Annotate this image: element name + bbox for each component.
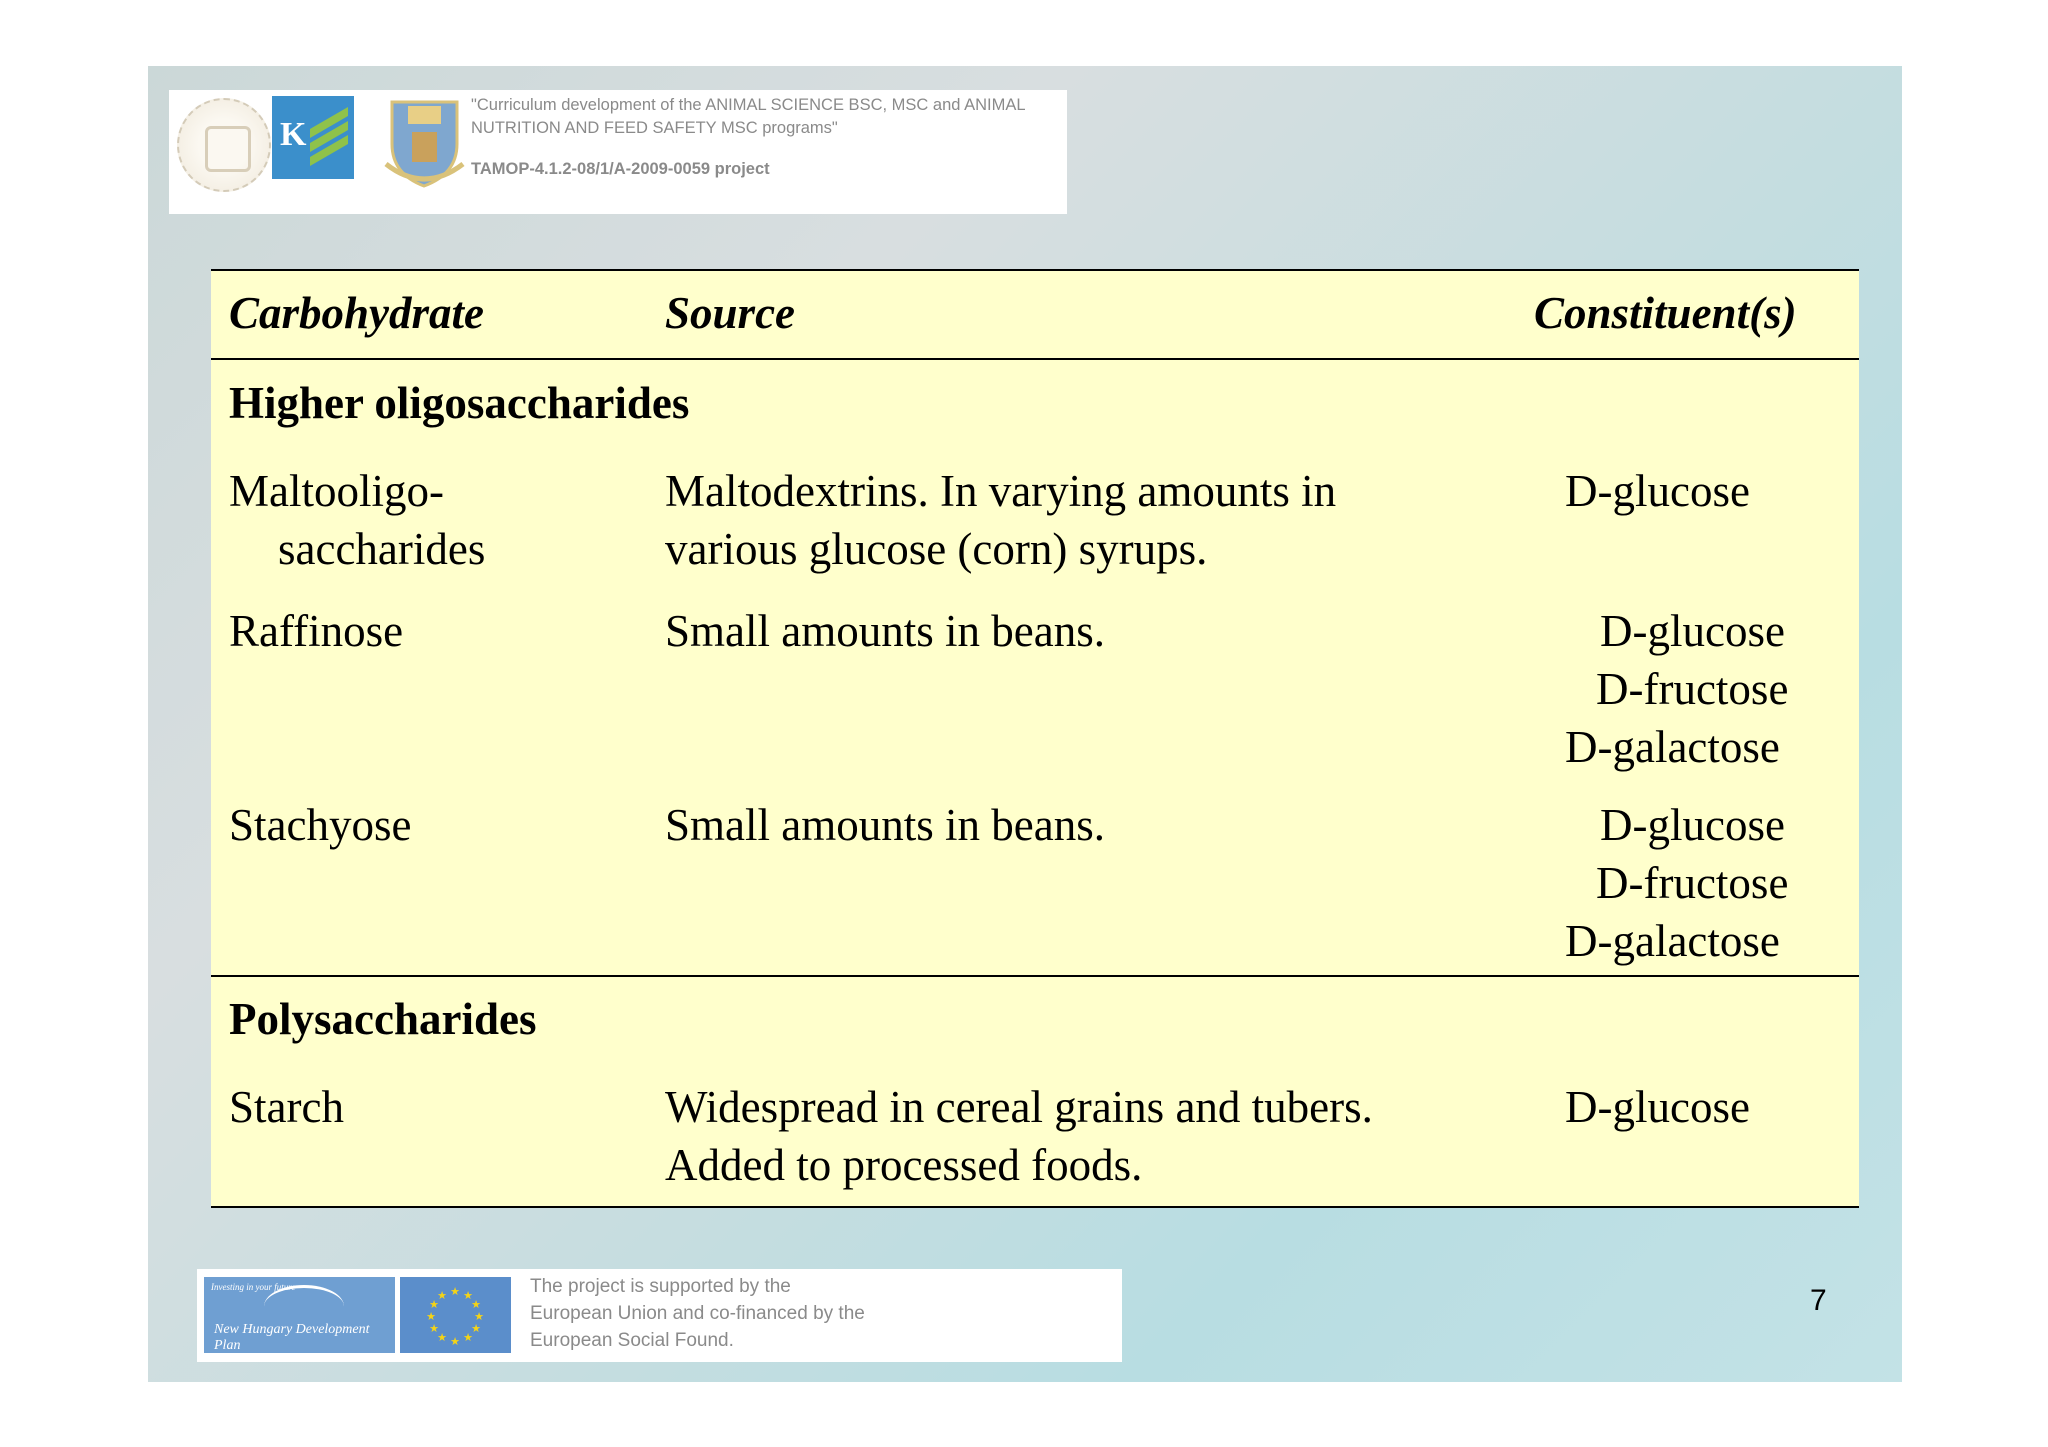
svg-text:★: ★: [450, 1335, 460, 1348]
svg-text:★: ★: [471, 1322, 481, 1335]
source-text: Maltodextrins. In varying amounts in: [665, 466, 1337, 516]
constituent: D-glucose: [1565, 1082, 1750, 1132]
svg-text:★: ★: [426, 1310, 436, 1323]
constituent: D-fructose: [1596, 664, 1789, 714]
carbohydrate-table: [211, 269, 1859, 1208]
constituent: D-glucose: [1565, 466, 1750, 516]
header-bottom-rule: [211, 358, 1859, 360]
section-divider-rule: [211, 975, 1859, 977]
svg-text:★: ★: [437, 1331, 447, 1344]
svg-text:★: ★: [429, 1322, 439, 1335]
slide: [148, 66, 1902, 1382]
source-text: Widespread in cereal grains and tubers.: [665, 1082, 1373, 1132]
faculty-crest-logo: [382, 94, 467, 190]
column-header-carbohydrate: Carbohydrate: [229, 288, 485, 338]
svg-text:★: ★: [450, 1285, 460, 1298]
source-text-continued: various glucose (corn) syrups.: [665, 524, 1208, 574]
svg-text:★: ★: [429, 1298, 439, 1311]
table-bottom-rule: [211, 1206, 1859, 1208]
source-text: Small amounts in beans.: [665, 800, 1105, 850]
eu-flag-logo: [400, 1277, 511, 1353]
section-title-polysaccharides: Polysaccharides: [229, 994, 537, 1044]
table-top-rule: [211, 269, 1859, 271]
source-text: Small amounts in beans.: [665, 606, 1105, 656]
constituent: D-fructose: [1596, 858, 1789, 908]
carbohydrate-name: Stachyose: [229, 800, 412, 850]
svg-text:★: ★: [463, 1289, 473, 1302]
carbohydrate-name: Starch: [229, 1082, 344, 1132]
constituent: D-glucose: [1600, 606, 1785, 656]
section-title-oligosaccharides: Higher oligosaccharides: [229, 378, 690, 428]
constituent: D-galactose: [1565, 916, 1780, 966]
carbohydrate-name-continued: saccharides: [278, 524, 486, 574]
constituent: D-galactose: [1565, 722, 1780, 772]
k-logo: K: [272, 96, 354, 179]
carbohydrate-name: Raffinose: [229, 606, 404, 656]
source-text-continued: Added to processed foods.: [665, 1140, 1143, 1190]
footer-banner: [197, 1269, 1122, 1362]
funding-notice: The project is supported by the European Union and co-financed by the European Social Found.: [530, 1276, 865, 1351]
page-number: 7: [1810, 1284, 1827, 1317]
svg-text:★: ★: [463, 1331, 473, 1344]
curriculum-quote: "Curriculum development of the ANIMAL SCIENCE BSC, MSC and ANIMAL NUTRITION AND FEED SAFETY MSC programs": [471, 96, 1026, 137]
header-banner: [169, 90, 1067, 214]
column-header-constituents: Constituent(s): [1534, 288, 1797, 338]
project-code: TAMOP-4.1.2-08/1/A-2009-0059 project: [471, 160, 770, 178]
column-header-source: Source: [665, 288, 796, 338]
svg-text:★: ★: [471, 1298, 481, 1311]
svg-text:★: ★: [474, 1310, 484, 1323]
constituent: D-glucose: [1600, 800, 1785, 850]
svg-text:★: ★: [437, 1289, 447, 1302]
carbohydrate-name: Maltooligo-: [229, 466, 444, 516]
university-seal-logo: [177, 98, 271, 192]
new-hungary-development-plan-logo: Investing in your future New Hungary Development Plan: [204, 1277, 395, 1353]
